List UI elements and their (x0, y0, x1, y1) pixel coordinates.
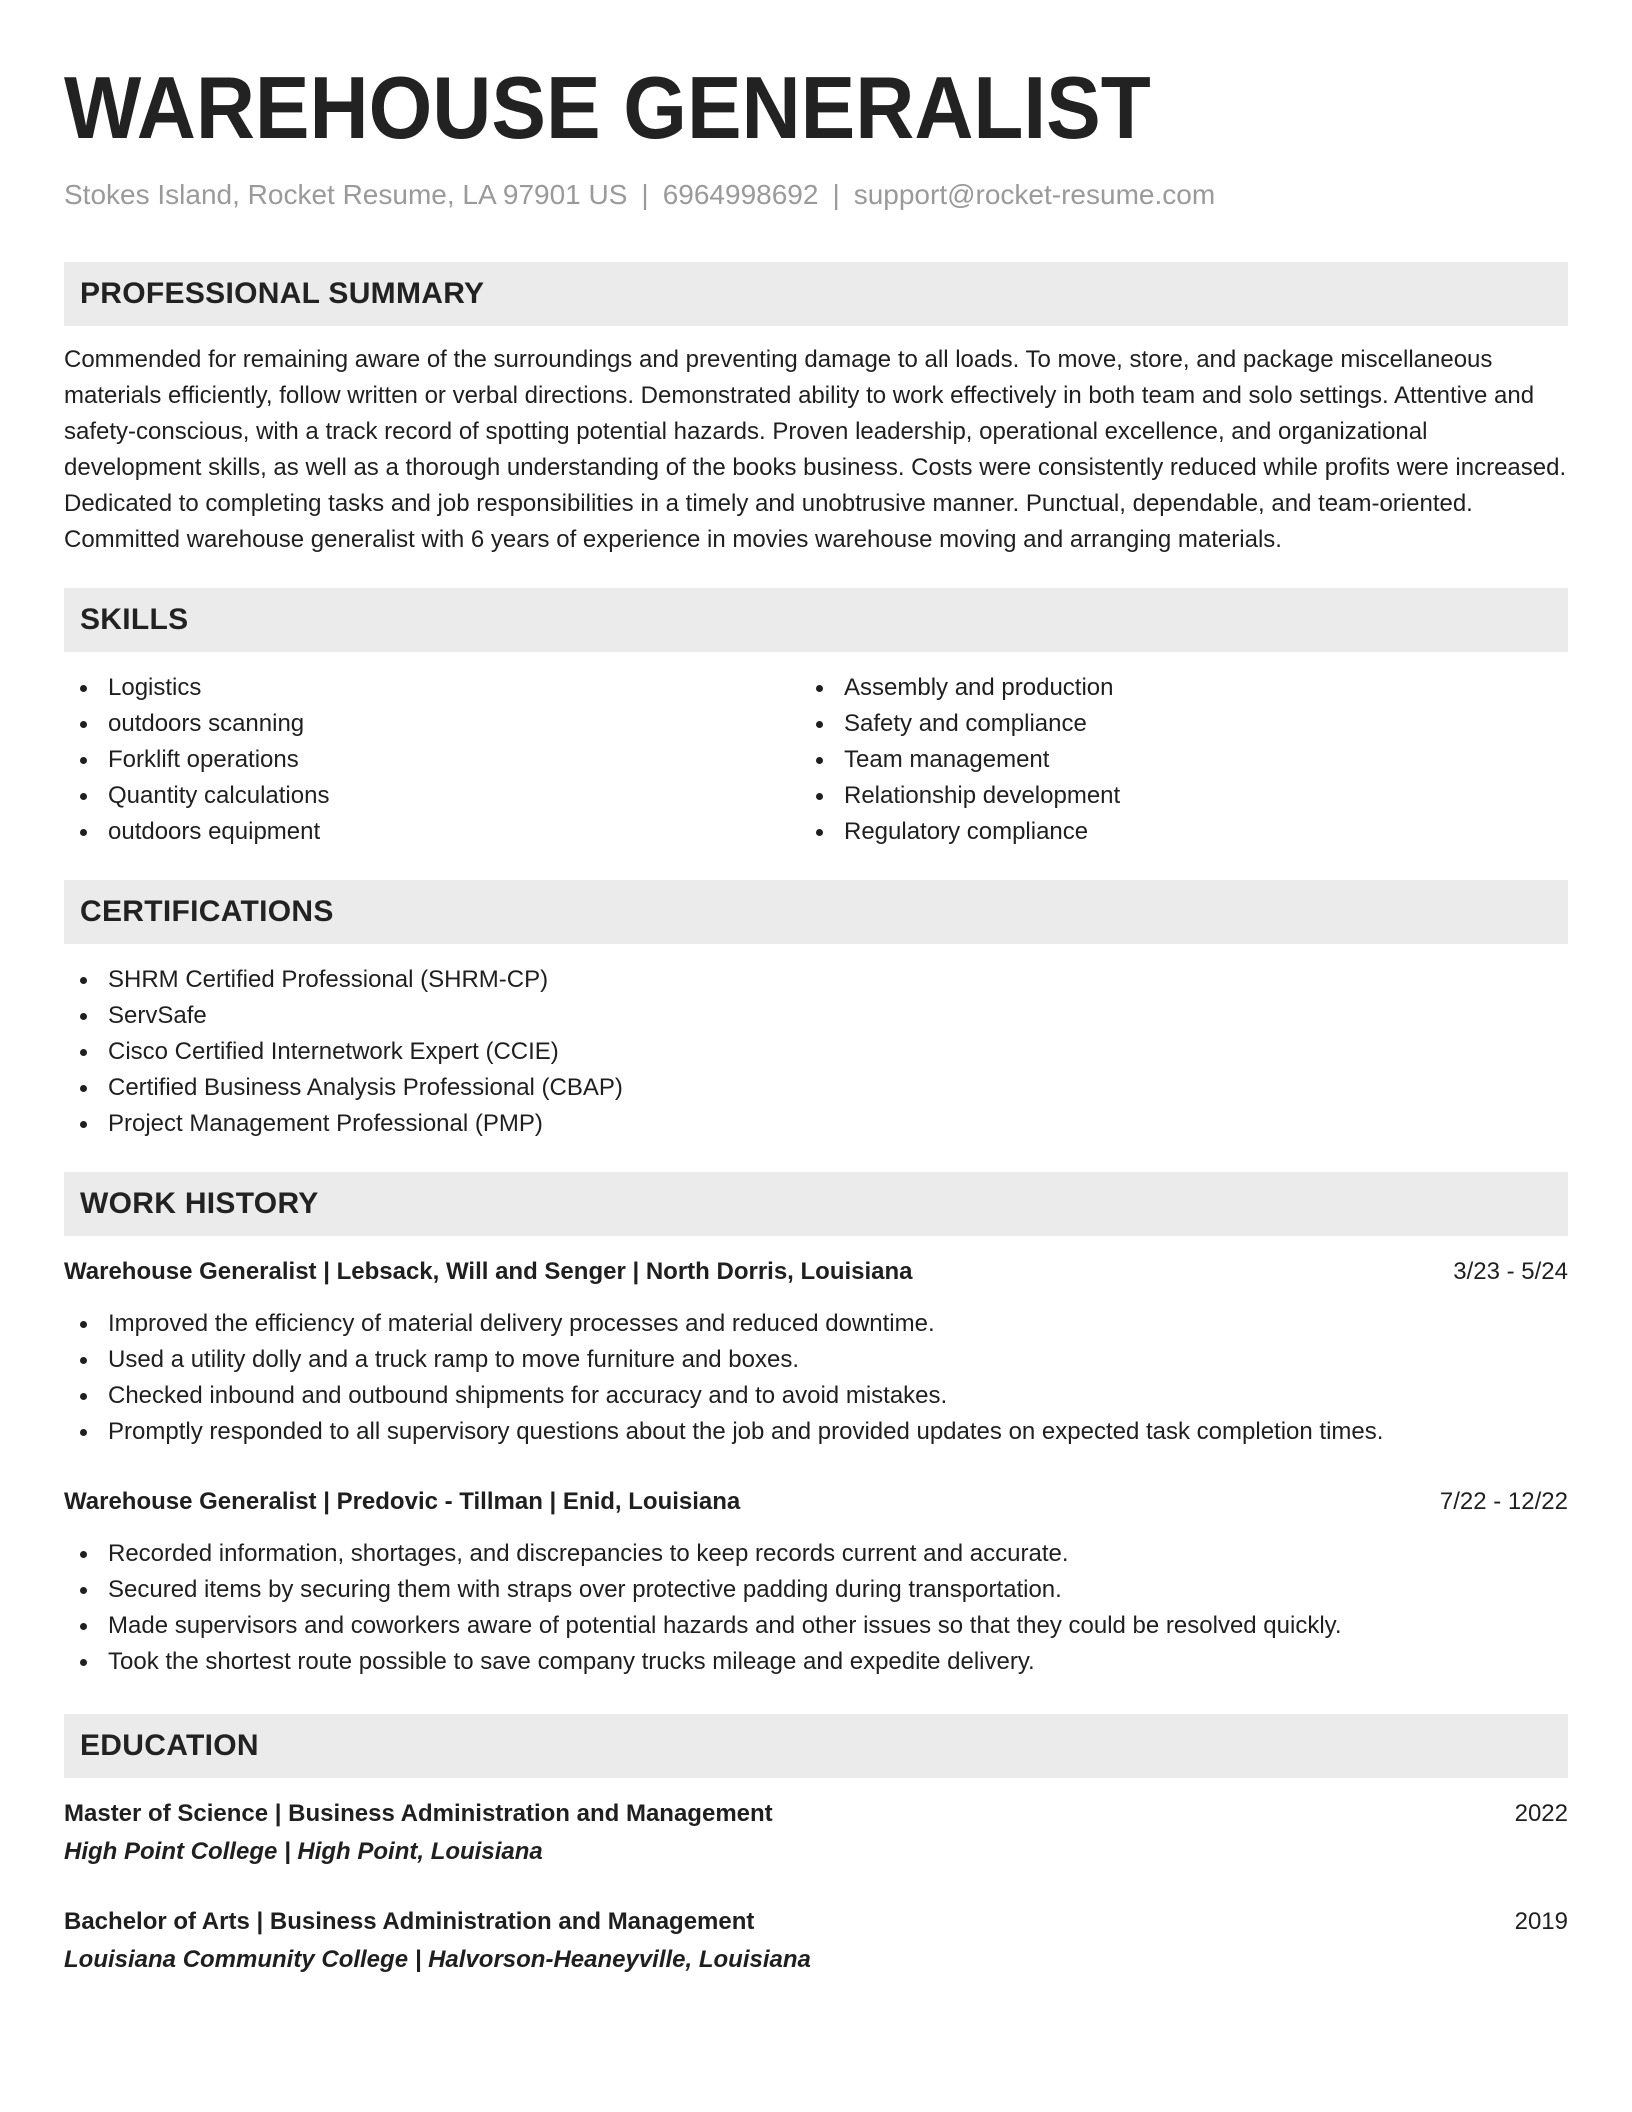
job-dates: 7/22 - 12/22 (1439, 1487, 1568, 1515)
education-year: 2022 (1514, 1799, 1568, 1827)
job-title-row (64, 1254, 1568, 1290)
job-bullet: Took the shortest route possible to save company trucks mileage and expedite delivery. (64, 1644, 1568, 1680)
certification-item: SHRM Certified Professional (SHRM-CP) (64, 962, 1568, 998)
contact-separator: | (832, 179, 840, 210)
job-dates: 3/23 - 5/24 (1453, 1257, 1568, 1285)
certification-item: ServSafe (64, 998, 1568, 1034)
section-header-education: EDUCATION (64, 1714, 1568, 1778)
section-header-work-history: WORK HISTORY (64, 1172, 1568, 1236)
skill-item: Safety and compliance (800, 706, 1536, 742)
certification-item: Project Management Professional (PMP) (64, 1106, 1568, 1142)
job-bullets (64, 1306, 1568, 1450)
job-bullet: Improved the efficiency of material delivery processes and reduced downtime. (64, 1306, 1568, 1342)
education-row (64, 1904, 1568, 1940)
certification-item: Certified Business Analysis Professional (CBAP) (64, 1070, 1568, 1106)
job-entry (64, 1254, 1568, 1450)
skills-grid (64, 670, 1568, 850)
certifications-list (64, 962, 1568, 1142)
education-degree: Bachelor of Arts | Business Administration and Management (64, 1907, 755, 1935)
job-title-row (64, 1484, 1568, 1520)
education-year: 2019 (1514, 1907, 1568, 1935)
section-header-skills: SKILLS (64, 588, 1568, 652)
job-bullet: Used a utility dolly and a truck ramp to move furniture and boxes. (64, 1342, 1568, 1378)
certification-item: Cisco Certified Internetwork Expert (CCIE) (64, 1034, 1568, 1070)
skill-item: Logistics (64, 670, 800, 706)
contact-email: support@rocket-resume.com (853, 179, 1216, 210)
skill-item: outdoors equipment (64, 814, 800, 850)
candidate-name: WAREHOUSE GENERALIST (64, 58, 1151, 157)
contact-phone: 6964998692 (662, 179, 819, 210)
summary-text: Commended for remaining aware of the surroundings and preventing damage to all loads. To move, store, and package miscellaneous materials efficiently, follow written or verbal directions. Demonstrated ability to work effectively in both team and solo settings. Attentive and safety-conscious, with a track record of spotting potential hazards. Proven leadership, operational excellence, and organizational development skills, as well as a thorough understanding of the books business. Costs were consistently reduced while profits were increased. Dedicated to completing tasks and job responsibilities in a timely and unobtrusive manner. Punctual, dependable, and team-oriented. Committed warehouse generalist with 6 years of experience in movies warehouse moving and arranging materials. (64, 345, 1567, 553)
education-degree: Master of Science | Business Administration and Management (64, 1799, 773, 1827)
job-bullet: Checked inbound and outbound shipments for accuracy and to avoid mistakes. (64, 1378, 1568, 1414)
skill-item: Forklift operations (64, 742, 800, 778)
job-title: Warehouse Generalist | Predovic - Tillman | Enid, Louisiana (64, 1487, 741, 1515)
contact-line (64, 178, 1568, 212)
job-bullet: Recorded information, shortages, and discrepancies to keep records current and accurate. (64, 1536, 1568, 1572)
skill-item: outdoors scanning (64, 706, 800, 742)
skill-item: Team management (800, 742, 1536, 778)
job-title: Warehouse Generalist | Lebsack, Will and Senger | North Dorris, Louisiana (64, 1257, 913, 1285)
education-school: High Point College | High Point, Louisiana (64, 1837, 543, 1865)
contact-separator: | (641, 179, 649, 210)
skill-item: Quantity calculations (64, 778, 800, 814)
job-entry (64, 1484, 1568, 1680)
education-entry (64, 1904, 1568, 1978)
skill-item: Relationship development (800, 778, 1536, 814)
job-bullet: Promptly responded to all supervisory questions about the job and provided updates on expected task completion times. (64, 1414, 1568, 1450)
job-bullet: Secured items by securing them with straps over protective padding during transportation. (64, 1572, 1568, 1608)
education-entry (64, 1796, 1568, 1870)
job-bullet: Made supervisors and coworkers aware of potential hazards and other issues so that they could be resolved quickly. (64, 1608, 1568, 1644)
contact-address: Stokes Island, Rocket Resume, LA 97901 US (64, 179, 628, 210)
skill-item: Assembly and production (800, 670, 1536, 706)
education-school: Louisiana Community College | Halvorson-Heaneyville, Louisiana (64, 1945, 811, 1973)
skill-item: Regulatory compliance (800, 814, 1536, 850)
section-header-summary: PROFESSIONAL SUMMARY (64, 262, 1568, 326)
section-header-certifications: CERTIFICATIONS (64, 880, 1568, 944)
job-bullets (64, 1536, 1568, 1680)
skills-list-right (800, 670, 1536, 850)
skills-list-left (64, 670, 800, 850)
education-row (64, 1796, 1568, 1832)
